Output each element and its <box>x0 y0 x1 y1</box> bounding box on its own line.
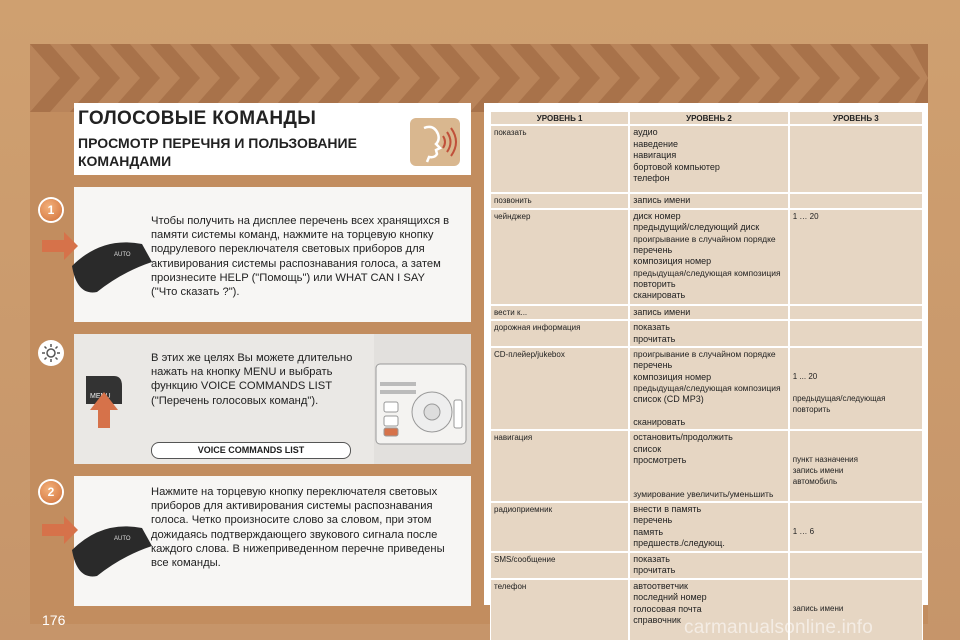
step-menu-text: В этих же целях Вы можете длительно нажать на кнопку MENU и выбрать функцию VOICE COMMANDS LIST ("Перечень голосовых команд"). <box>151 352 353 407</box>
table-row <box>490 347 923 430</box>
voice-commands-list-button[interactable]: VOICE COMMANDS LIST <box>151 442 351 459</box>
level-1-value: CD-плейер/jukebox <box>494 350 565 359</box>
table-row <box>490 305 923 321</box>
level-2-value: запись имени <box>633 306 691 317</box>
level-3-value: автомобиль <box>792 477 838 486</box>
level-3-cell <box>789 502 923 552</box>
level-1-cell <box>490 209 629 305</box>
level-1-value: SMS/сообщение <box>494 554 556 564</box>
level-3-cell <box>789 347 923 430</box>
level-2-cell <box>629 209 788 305</box>
level-2-cell <box>629 125 788 193</box>
level-3-cell <box>789 320 923 347</box>
level-2-cell <box>629 502 788 552</box>
level-3-value: 1 ... 20 <box>792 372 818 381</box>
level-2-value <box>633 467 784 478</box>
col-header-level-3: УРОВЕНЬ 3 <box>789 111 923 125</box>
voice-commands-table <box>490 111 923 640</box>
step-1-badge: 1 <box>40 199 62 221</box>
radio-panel-illustration <box>374 334 471 464</box>
level-2-value: список <box>633 443 662 454</box>
level-3-value: пункт назначения <box>792 455 858 464</box>
watermark: carmanualsonline.info <box>684 617 874 638</box>
level-2-cell <box>629 430 788 502</box>
level-2-value: зумирование увеличить/уменьшить <box>633 488 774 499</box>
level-2-value: сканировать <box>633 416 686 427</box>
level-3-cell <box>789 193 923 209</box>
step-2-text: Нажмите на торцевую кнопку переключателя световых приборов для активирования системы распознавания голоса. Четко произносите слово за словом, при этом дожидаясь подтверждающего звукового сигнала после каждого слова. В нижеприведенном перечне приведены все команды. <box>151 486 445 570</box>
level-2-value: навигация <box>633 150 677 160</box>
level-3-value <box>793 349 919 360</box>
level-2-value: проигрывание в случайном порядке <box>633 233 776 244</box>
level-1-cell <box>490 125 629 193</box>
level-1-value: дорожная информация <box>494 323 581 332</box>
level-2-cell <box>629 305 788 321</box>
level-2-value: последний номер <box>633 592 707 602</box>
table-row <box>490 125 923 193</box>
step-1-text: Чтобы получить на дисплее перечень всех хранящихся в памяти системы команд, нажмите на торцевую кнопку подрулевого переключателя световых приборов для активирования системы распознавания голоса, а затем произнесите HELP ("Помощь") или WHAT CAN I SAY ("Что сказать ?"). <box>151 215 450 299</box>
level-2-value: перечень <box>633 360 673 370</box>
level-3-cell <box>789 430 923 502</box>
level-2-value: прочитать <box>633 333 676 344</box>
level-3-value <box>793 515 919 526</box>
level-3-value <box>793 504 919 515</box>
level-1-cell <box>490 552 629 579</box>
level-1-cell <box>490 347 629 430</box>
level-2-value: наведение <box>633 138 679 149</box>
level-3-cell <box>789 125 923 193</box>
level-1-cell <box>490 579 629 640</box>
svg-text:AUTO: AUTO <box>114 252 131 258</box>
step-2-badge: 2 <box>40 481 62 503</box>
level-1-value: навигация <box>494 433 533 442</box>
level-3-cell <box>789 552 923 579</box>
level-3-value: 1 … 20 <box>792 211 819 221</box>
level-2-value: справочник <box>633 615 681 625</box>
level-2-value: память <box>633 526 664 537</box>
table-row <box>490 209 923 305</box>
level-2-value: сканировать <box>633 290 686 300</box>
level-2-value: запись имени <box>633 195 691 205</box>
table-row <box>490 502 923 552</box>
level-1-cell <box>490 305 629 321</box>
level-2-value: перечень <box>633 244 673 255</box>
level-2-value: голосовая почта <box>633 603 702 614</box>
level-1-cell <box>490 502 629 552</box>
level-2-cell <box>629 320 788 347</box>
level-2-value: остановить/продолжить <box>633 432 733 442</box>
tip-icon <box>40 342 62 364</box>
level-2-value: проигрывание в случайном порядке <box>633 349 776 359</box>
page-title: ГОЛОСОВЫЕ КОМАНДЫ <box>78 108 317 129</box>
col-header-level-2: УРОВЕНЬ 2 <box>629 111 788 125</box>
level-3-value <box>793 360 919 371</box>
level-2-value: предшеств./следующ. <box>633 538 725 548</box>
level-2-value: предыдущий/следующий диск <box>633 222 760 232</box>
level-1-value: телефон <box>494 581 527 591</box>
svg-text:MENU: MENU <box>90 393 111 400</box>
voice-command-icon <box>410 118 460 166</box>
level-2-value: бортовой компьютер <box>633 161 720 172</box>
page-subtitle: ПРОСМОТР ПЕРЕЧНЯ И ПОЛЬЗОВАНИЕ КОМАНДАМИ <box>78 135 357 169</box>
table-row <box>490 320 923 347</box>
level-3-value <box>793 443 919 454</box>
level-2-cell <box>629 347 788 430</box>
level-2-value: список (CD MP3) <box>633 394 704 404</box>
svg-text:AUTO: AUTO <box>114 536 131 542</box>
level-2-value: композиция номер <box>633 256 712 266</box>
level-1-value: показать <box>494 128 527 137</box>
level-3-value: предыдущая/следующая <box>792 394 886 403</box>
table-row <box>490 552 923 579</box>
level-2-value <box>633 478 784 489</box>
level-3-value <box>793 592 919 603</box>
level-3-cell <box>789 209 923 305</box>
level-2-value: прочитать <box>633 565 676 575</box>
level-1-value: чейнджер <box>494 211 531 221</box>
level-1-cell <box>490 320 629 347</box>
level-3-value: запись имени <box>792 466 844 475</box>
col-header-level-1: УРОВЕНЬ 1 <box>490 111 629 125</box>
table-row <box>490 193 923 209</box>
table-row <box>490 430 923 502</box>
level-2-value: диск номер <box>633 210 681 221</box>
level-2-value: показать <box>633 322 670 332</box>
level-2-value: предыдущая/следующая композиция <box>633 267 781 278</box>
level-2-value: аудио <box>633 127 658 137</box>
level-3-value <box>793 581 919 592</box>
level-3-value: запись имени <box>792 603 844 613</box>
level-2-value: повторить <box>633 278 676 289</box>
level-1-value: радиоприемник <box>494 504 553 514</box>
level-2-value: автоответчик <box>633 580 688 591</box>
page-number: 176 <box>42 612 66 628</box>
level-1-cell <box>490 193 629 209</box>
level-2-value: просмотреть <box>633 455 687 465</box>
level-2-value: перечень <box>633 515 673 525</box>
level-2-value: показать <box>633 553 670 564</box>
level-2-value <box>633 406 784 417</box>
level-3-value: 1 … 6 <box>792 526 815 536</box>
level-1-cell <box>490 430 629 502</box>
level-3-value: повторить <box>792 405 831 414</box>
level-1-value: позвонить <box>494 196 532 205</box>
level-2-value: композиция номер <box>633 371 712 382</box>
level-3-cell <box>789 305 923 321</box>
level-2-value: внести в память <box>633 503 702 514</box>
level-3-value <box>793 432 919 443</box>
menu-button-illustration <box>78 370 128 430</box>
level-3-value <box>793 382 919 393</box>
level-1-value: вести к... <box>494 307 528 317</box>
level-2-cell <box>629 552 788 579</box>
level-2-cell <box>629 193 788 209</box>
chevron-banner <box>30 44 928 112</box>
level-2-value: предыдущая/следующая композиция <box>633 383 781 393</box>
level-2-value: телефон <box>633 173 670 183</box>
